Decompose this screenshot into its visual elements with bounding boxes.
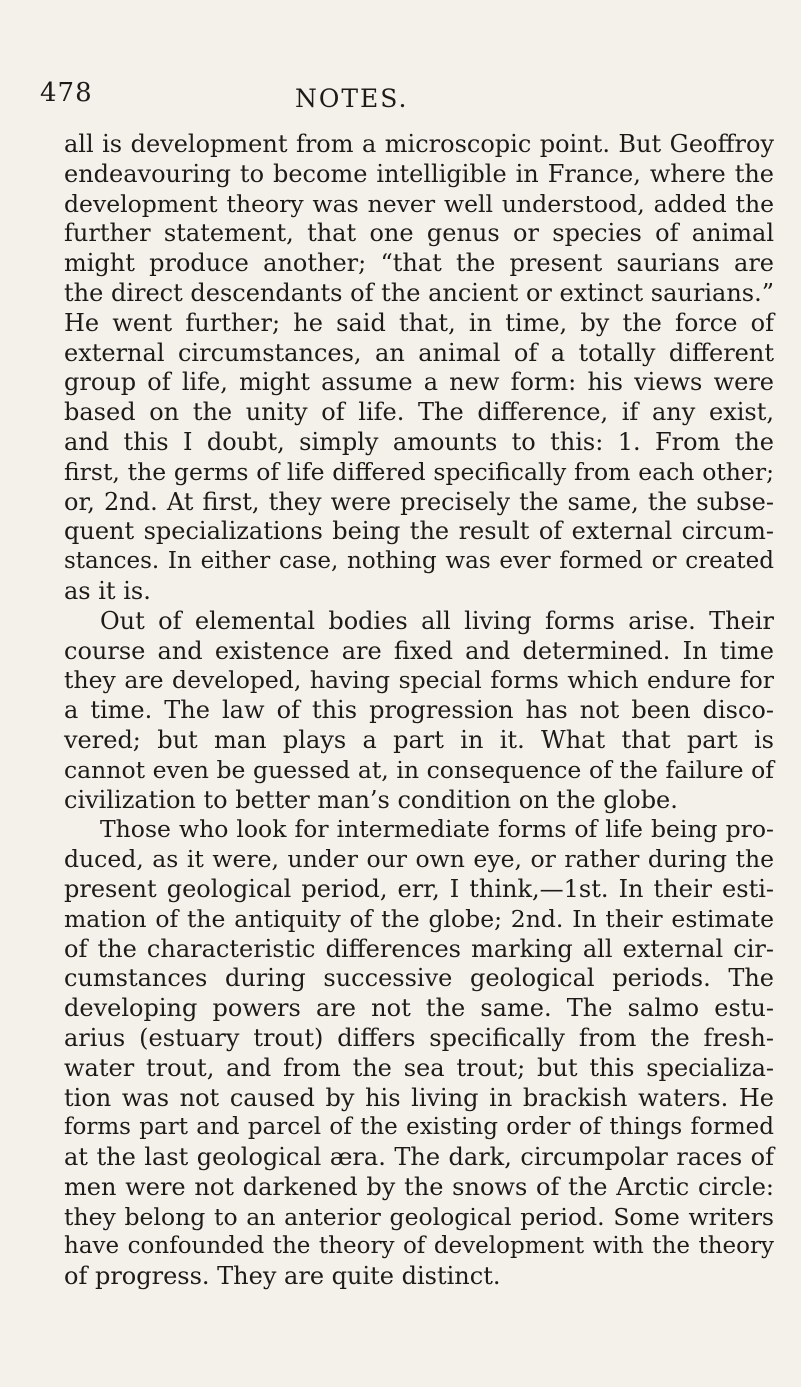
text-line: forms part and parcel of the existing order of things formed (64, 1114, 774, 1141)
text-line: stances. In either case, nothing was ever formed or created (64, 548, 774, 575)
text-line: duced, as it were, under our own eye, or rather during the (64, 845, 774, 874)
text-line: they are developed, having special forms which endure for (64, 666, 774, 695)
text-line: of progress. They are quite distinct. (64, 1262, 501, 1291)
text-line: endeavouring to become intelligible in France, where the (64, 159, 774, 188)
text-line: water trout, and from the sea trout; but this specializa- (64, 1053, 774, 1082)
text-line: group of life, might assume a new form: his views were (64, 368, 774, 397)
text-line: men were not darkened by the snows of the Arctic circle: (64, 1172, 774, 1201)
running-head: NOTES. (295, 84, 409, 113)
text-line: external circumstances, an animal of a totally different (64, 338, 774, 367)
text-line: as it is. (64, 576, 151, 605)
text-line: development theory was never well understood, added the (64, 189, 774, 218)
text-line: at the last geological æra. The dark, circumpolar races of (64, 1143, 774, 1172)
text-line: cannot even be guessed at, in consequence of the failure of (64, 755, 774, 784)
text-line: quent specializations being the result of external circum- (64, 517, 774, 546)
text-line: cumstances during successive geological periods. The (64, 964, 774, 993)
body-text (64, 130, 774, 1292)
page-number: 478 (40, 78, 93, 108)
text-line: course and existence are fixed and determined. In time (64, 636, 774, 665)
text-line: mation of the antiquity of the globe; 2nd. In their estimate (64, 904, 774, 933)
text-line: or, 2nd. At first, they were precisely the same, the subse- (64, 487, 774, 516)
text-line: the direct descendants of the ancient or extinct saurians.” (64, 278, 774, 307)
text-line: of the characteristic differences marking all external cir- (64, 934, 774, 963)
text-line: a time. The law of this progression has not been disco- (64, 696, 774, 725)
text-line: civilization to better man’s condition on the globe. (64, 785, 678, 814)
text-line: further statement, that one genus or species of animal (64, 219, 774, 248)
text-line: and this I doubt, simply amounts to this: 1. From the (64, 427, 774, 456)
text-line: tion was not caused by his living in brackish waters. He (64, 1083, 774, 1112)
text-line: based on the unity of life. The difference, if any exist, (64, 398, 774, 427)
text-line: He went further; he said that, in time, by the force of (64, 308, 774, 337)
text-line: Those who look for intermediate forms of life being pro- (100, 815, 774, 844)
text-line: all is development from a microscopic point. But Geoffroy (64, 130, 774, 158)
page-header (40, 78, 760, 118)
text-line: have confounded the theory of development with the theory (64, 1233, 774, 1260)
text-line: first, the germs of life differed specifically from each other; (64, 457, 774, 486)
text-line: developing powers are not the same. The salmo estu- (64, 994, 774, 1023)
text-line: they belong to an anterior geological period. Some writers (64, 1202, 774, 1231)
text-line: might produce another; “that the present saurians are (64, 249, 774, 278)
text-line: arius (estuary trout) differs specifically from the fresh- (64, 1023, 774, 1052)
text-line: vered; but man plays a part in it. What that part is (64, 725, 774, 754)
text-line: present geological period, err, I think,—1st. In their esti- (64, 874, 774, 903)
text-line: Out of elemental bodies all living forms arise. Their (100, 606, 774, 635)
